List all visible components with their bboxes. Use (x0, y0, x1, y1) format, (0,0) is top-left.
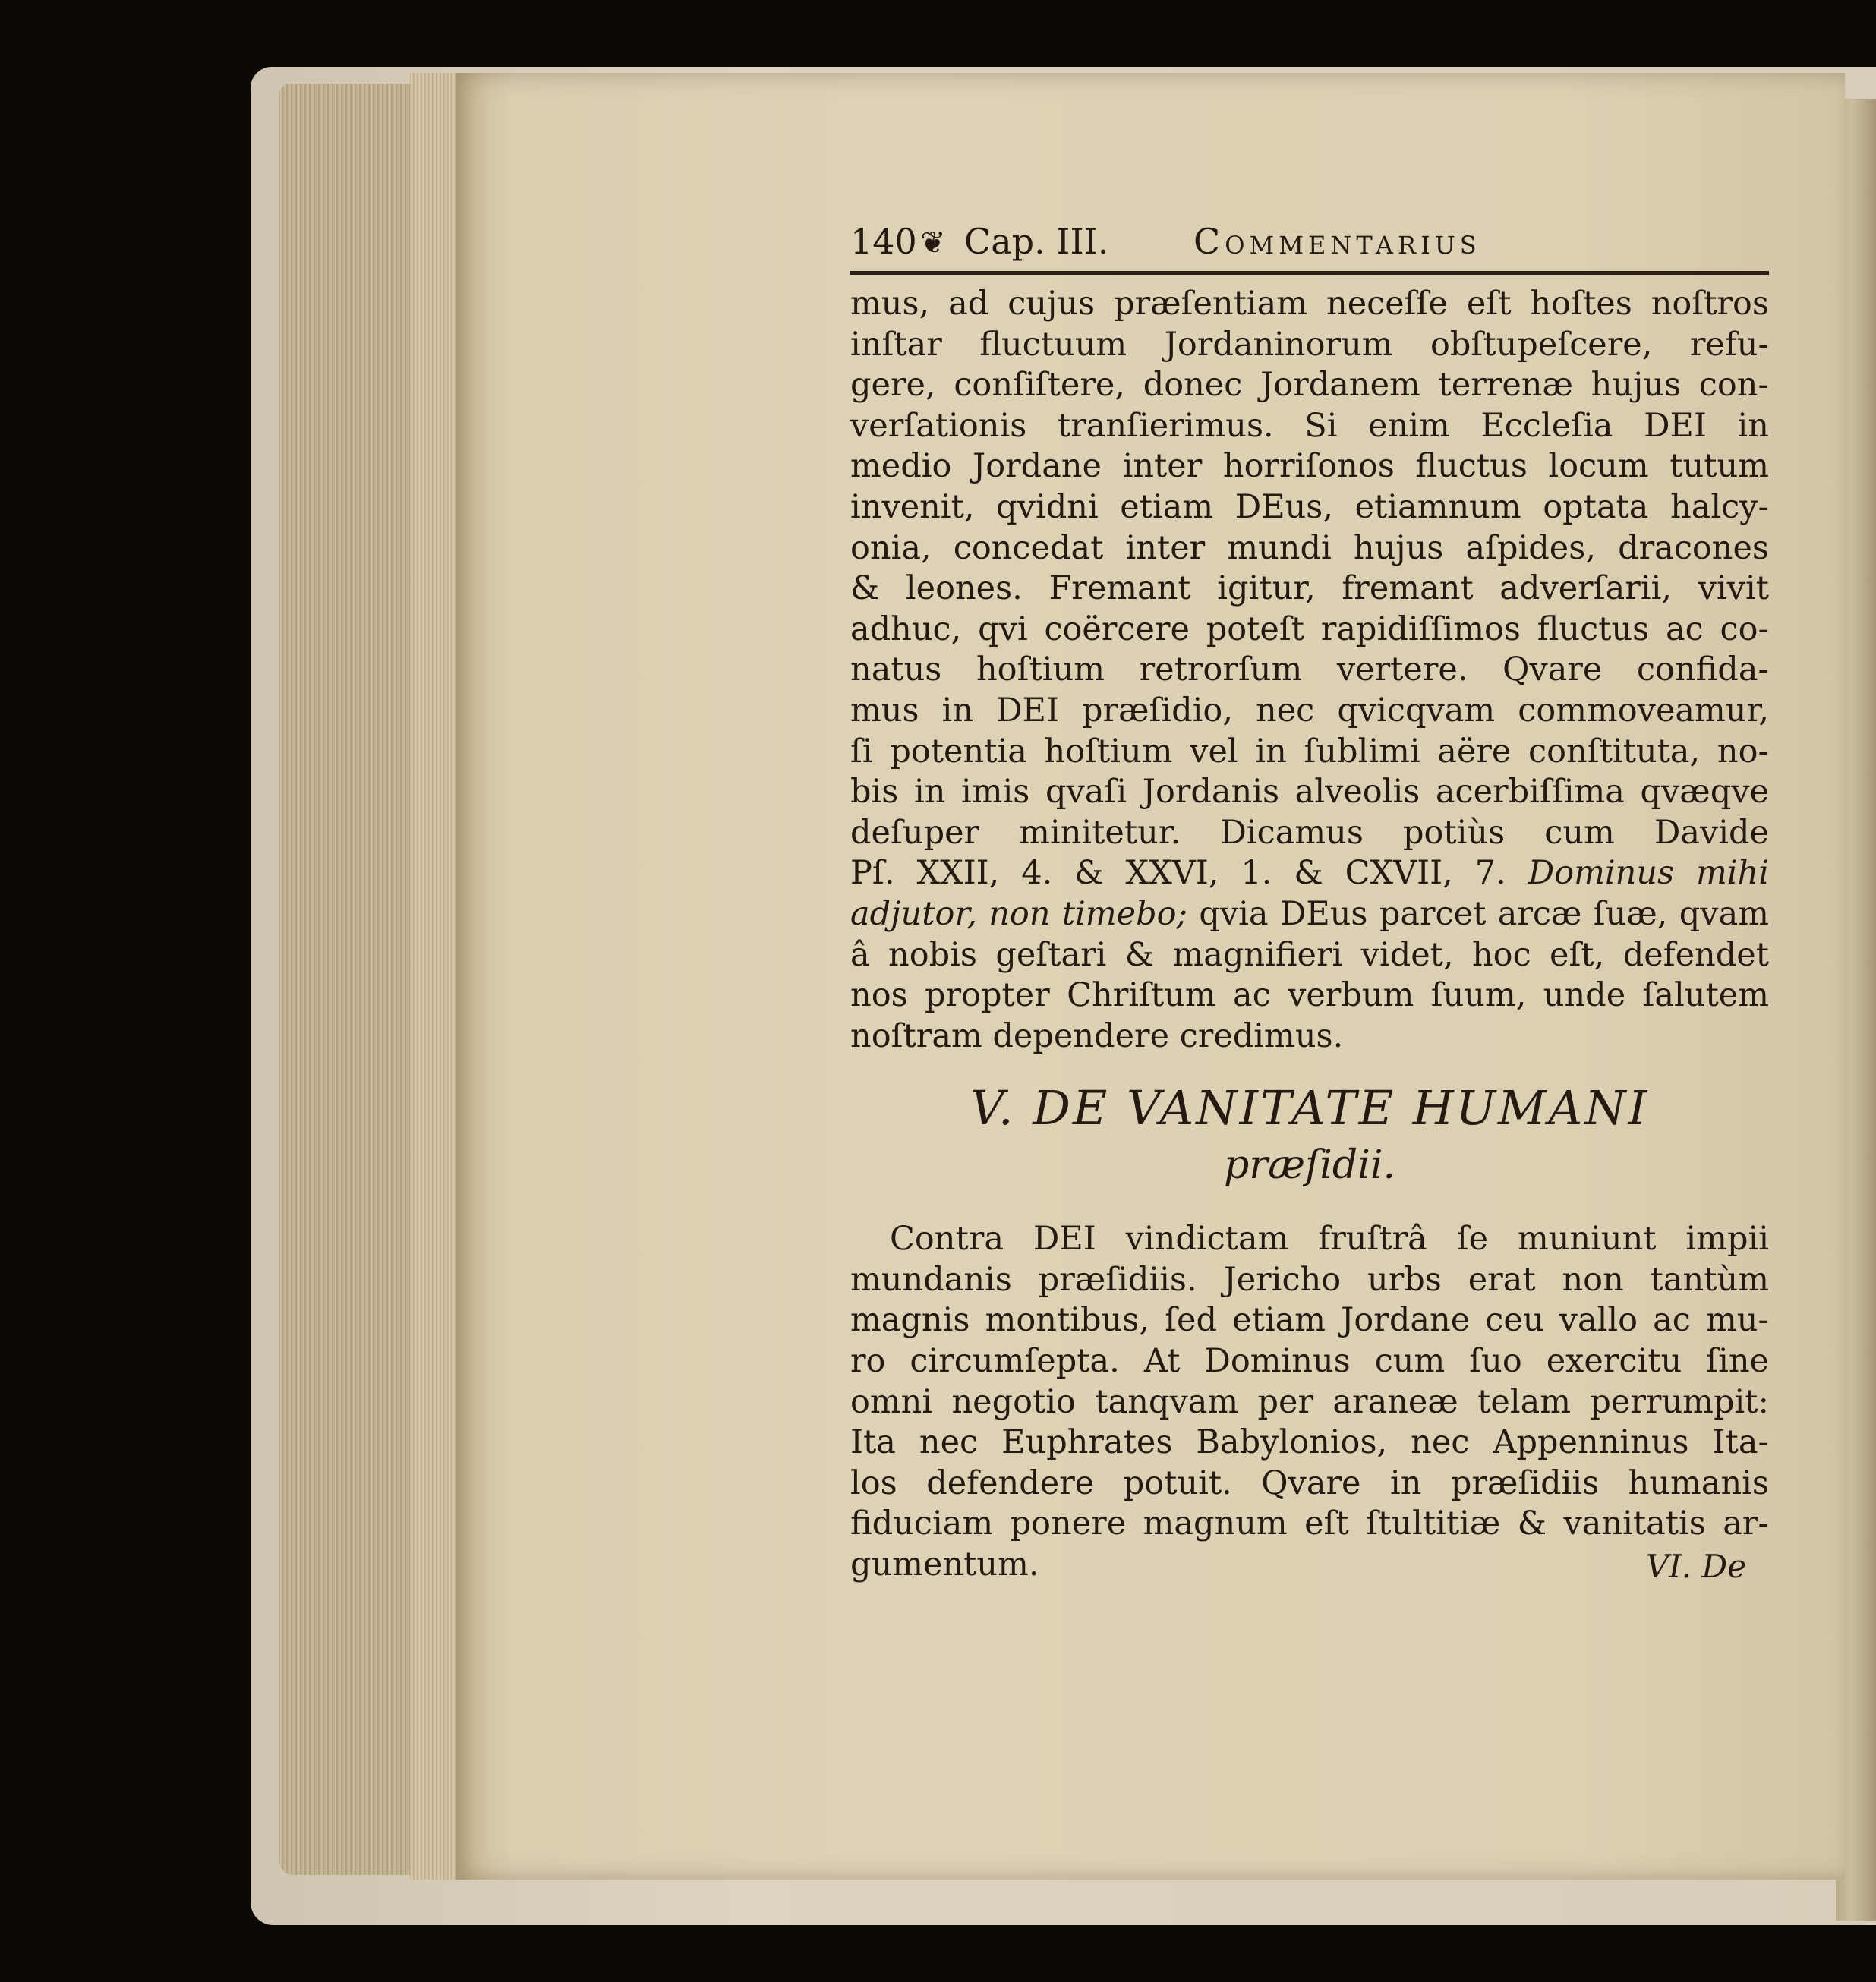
text-line: magnis montibus, ſed etiam Jordane ceu vallo ac mu- (850, 1301, 1769, 1340)
scripture-reference: Pſ. XXII, 4. & XXVI, 1. & CXVII, 7. (850, 854, 1506, 893)
text-line: gere, conſiſtere, donec Jordanem terrenæ hujus con- (850, 366, 1769, 405)
text-line: natus hoſtium retrorſum vertere. Qvare confida- (850, 651, 1769, 689)
text-line: ro circumſepta. At Dominus cum ſuo exercitu ſine (850, 1342, 1769, 1381)
text-line: inſtar fluctuum Jordaninorum obſtupeſcere, refu- (850, 325, 1769, 364)
text-line: deſuper minitetur. Dicamus potiùs cum Davide (850, 813, 1769, 852)
text-line: ſi potentia hoſtium vel in ſublimi aëre conſtituta, no- (850, 732, 1769, 770)
text-line: verſationis tranſierimus. Si enim Eccleſia DEI in (850, 406, 1769, 445)
catchword: VI. De (1645, 1547, 1746, 1585)
running-title: Commentarius (1193, 221, 1481, 262)
text-line: noſtram dependere credimus. (850, 1016, 1344, 1055)
text-line: mus in DEI præſidio, nec qvicqvam commoveamur, (850, 691, 1769, 729)
text-line: Contra DEI vindictam fruſtrâ ſe muniunt impii (890, 1220, 1769, 1259)
ornament-icon: ❦ (920, 225, 946, 260)
text-line: mundanis præſidiis. Jericho urbs erat non tantùm (850, 1260, 1769, 1299)
chapter-label: Cap. III. (964, 221, 1109, 262)
text-line: medio Jordane inter horriſonos fluctus locum tutum (850, 447, 1769, 486)
paragraph-2 (850, 1219, 1769, 1585)
text-line: los defendere potuit. Qvare in præſidiis humanis (850, 1464, 1769, 1502)
text-line: gumentum. (850, 1546, 1039, 1584)
text-line: adhuc, qvi coërcere poteſt rapidiſſimos fluctus ac co- (850, 610, 1769, 648)
header-rule (850, 271, 1769, 275)
text-line: Ita nec Euphrates Babylonios, nec Appenninus Ita- (850, 1423, 1769, 1462)
text-line: omni negotio tanqvam per araneæ telam perrumpit: (850, 1382, 1769, 1421)
text-line: & leones. Fremant igitur, fremant adverſarii, vivit (850, 569, 1769, 608)
text-line: bis in imis qvaſi Jordanis alveolis acerbiſſima qvæqve (850, 773, 1769, 811)
text-line: fiduciam ponere magnum eſt ſtultitiæ & vanitatis ar- (850, 1505, 1769, 1543)
text-line: â nobis geſtari & magnifieri videt, hoc eſt, defendet (850, 935, 1769, 974)
page-content (850, 215, 1769, 1586)
page-edges-inner (410, 73, 457, 1880)
text-fragment: qvia DEus parcet arcæ ſuæ, qvam (1199, 894, 1769, 933)
text-line: mus, ad cujus præſentiam neceſſe eſt hoſtes noſtros (850, 285, 1769, 323)
text-line: nos propter Chriſtum ac verbum ſuum, unde ſalutem (850, 976, 1769, 1015)
text-line: invenit, qvidni etiam DEus, etiamnum optata halcy- (850, 487, 1769, 526)
text-line (850, 894, 1769, 935)
text-line: onia, concedat inter mundi hujus aſpides, dracones (850, 528, 1769, 567)
section-heading (850, 1078, 1769, 1192)
running-head (850, 215, 1769, 268)
italic-quote: Dominus mihi (1528, 854, 1769, 893)
italic-quote: adjutor, non timebo; (850, 894, 1187, 933)
page-number: 140 (850, 221, 917, 262)
section-subtitle: præſidii. (1224, 1142, 1395, 1189)
paragraph-1 (850, 284, 1769, 1057)
section-title: V. DE VANITATE HUMANI (970, 1080, 1650, 1136)
text-line (850, 853, 1769, 894)
